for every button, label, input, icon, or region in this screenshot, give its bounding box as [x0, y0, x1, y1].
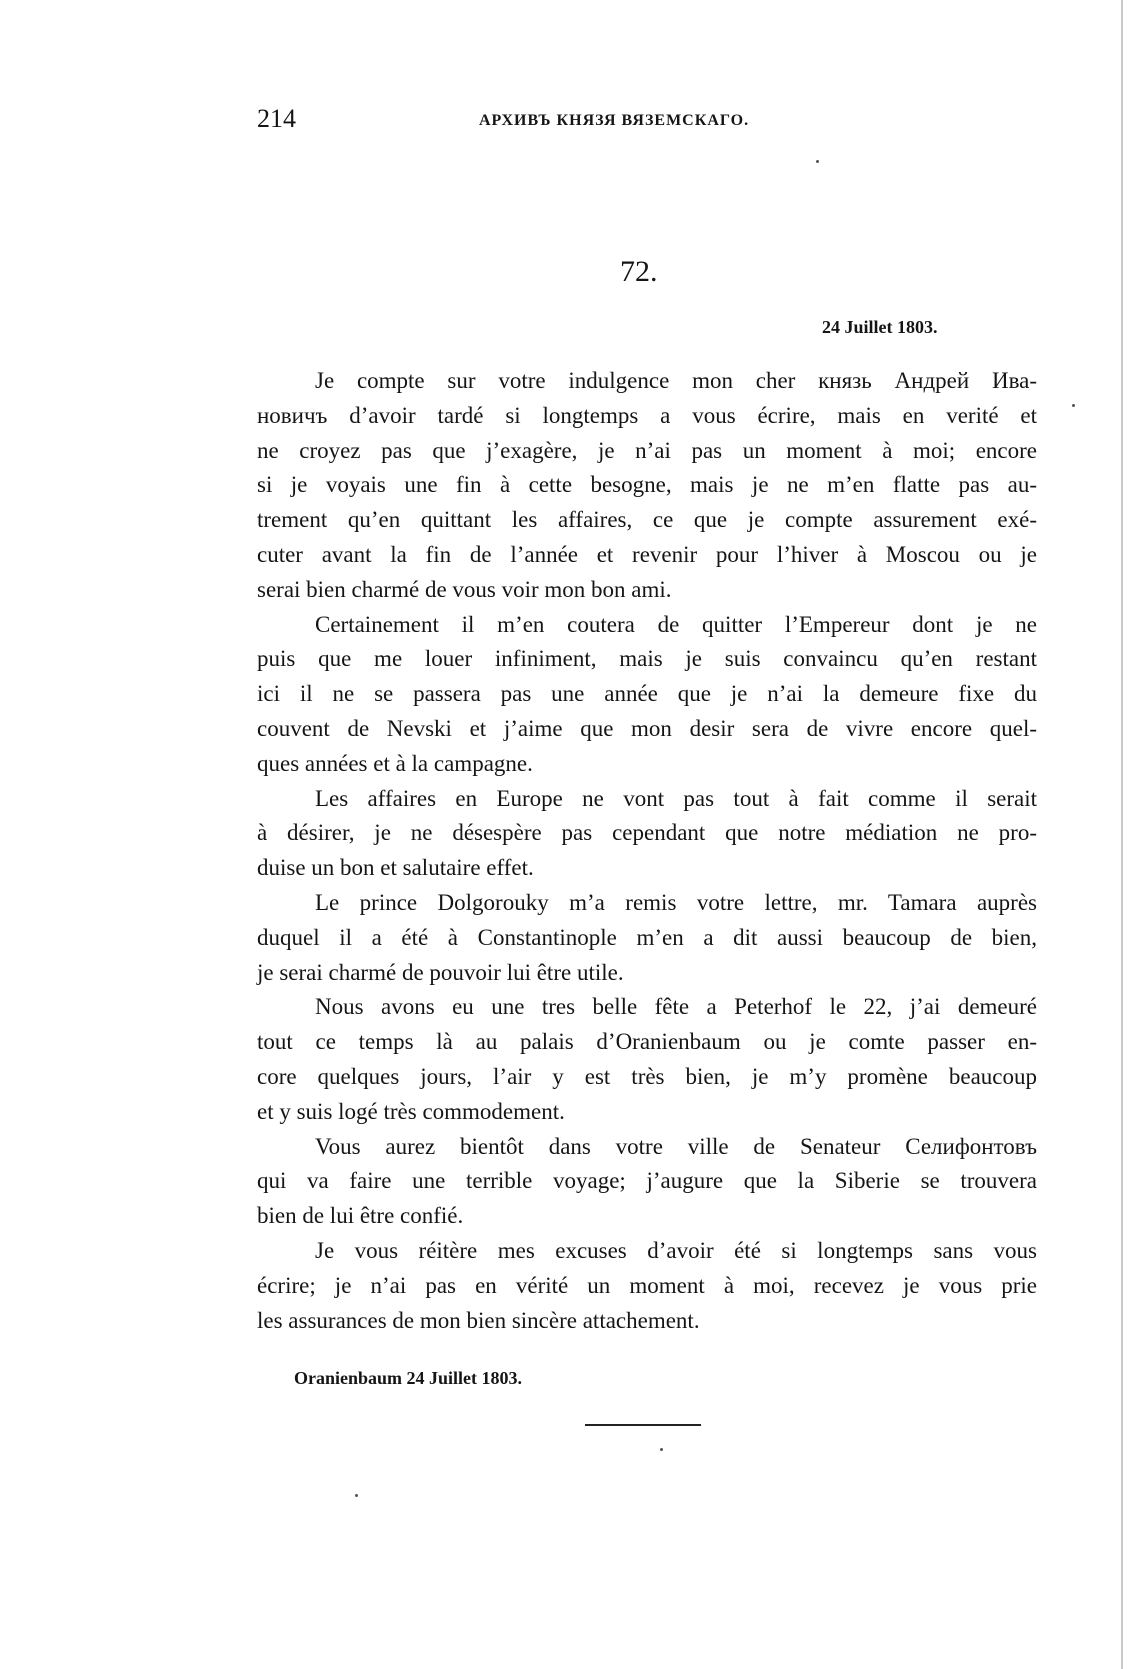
- text-line: si je voyais une fin à cette besogne, mais je ne m’en flatte pas au-: [257, 472, 1037, 498]
- text-line: Nous avons eu une tres belle fête a Peterhof le 22, j’ai demeuré: [315, 994, 1037, 1020]
- text-line: Le prince Dolgorouky m’a remis votre lettre, mr. Tamara auprès: [315, 889, 1037, 915]
- speck-mark: [816, 160, 819, 163]
- text-line: duise un bon et salutaire effet.: [257, 855, 534, 881]
- speck-mark: [1072, 404, 1075, 407]
- speck-mark: [660, 1448, 663, 1451]
- text-line: couvent de Nevski et j’aime que mon desir sera de vivre encore quel-: [257, 715, 1037, 741]
- text-line: ici il ne se passera pas une année que je n’ai la demeure fixe du: [257, 681, 1037, 707]
- running-title: АРХИВЪ КНЯЗЯ ВЯЗЕМСКАГО.: [479, 112, 750, 129]
- page-edge-line: [1121, 0, 1123, 1669]
- text-line: bien de lui être confié.: [257, 1203, 464, 1229]
- text-line: serai bien charmé de vous voir mon bon ami.: [257, 576, 672, 602]
- text-line: cuter avant la fin de l’année et revenir pour l’hiver à Moscou ou je: [257, 541, 1037, 567]
- text-line: новичъ d’avoir tardé si longtemps a vous écrire, mais en verité et: [257, 402, 1037, 428]
- text-line: Vous aurez bientôt dans votre ville de Senateur Селифонтовъ: [315, 1133, 1037, 1159]
- text-line: Je compte sur votre indulgence mon cher князь Андрей Ива-: [315, 368, 1037, 393]
- text-line: Je vous réitère mes excuses d’avoir été si longtemps sans vous: [315, 1237, 1037, 1263]
- text-line: tout ce temps là au palais d’Oranienbaum ou je comte passer en-: [257, 1029, 1037, 1055]
- text-line: Certainement il m’en coutera de quitter l’Empereur dont je ne: [315, 611, 1037, 637]
- text-line: à désirer, je ne désespère pas cependant que notre médiation ne pro-: [257, 820, 1037, 846]
- text-line: qui va faire une terrible voyage; j’augure que la Siberie se trouvera: [257, 1168, 1037, 1194]
- page-number: 214: [257, 104, 296, 133]
- text-line: Les affaires en Europe ne vont pas tout à fait comme il serait: [315, 785, 1037, 811]
- text-line: puis que me louer infiniment, mais je suis convaincu qu’en restant: [257, 646, 1037, 672]
- text-line: ne croyez pas que j’exagère, je n’ai pas un moment à moi; encore: [257, 437, 1037, 463]
- text-line: trement qu’en quittant les affaires, ce que je compte assurement exé-: [257, 507, 1037, 533]
- running-head: [257, 102, 805, 142]
- text-line: les assurances de mon bien sincère attachement.: [257, 1307, 700, 1333]
- letter-date: 24 Juillet 1803.: [822, 317, 938, 337]
- text-line: ques années et à la campagne.: [257, 750, 533, 776]
- text-line: core quelques jours, l’air y est très bien, je m’y promène beaucoup: [257, 1063, 1037, 1089]
- letter-signature: Oranienbaum 24 Juillet 1803.: [294, 1368, 523, 1388]
- text-line: je serai charmé de pouvoir lui être utile.: [257, 959, 624, 985]
- text-line: écrire; je n’ai pas en vérité un moment à moi, recevez je vous prie: [257, 1272, 1037, 1298]
- end-rule: [585, 1424, 701, 1426]
- letter-body: [257, 364, 1037, 1338]
- letter-number: 72.: [620, 255, 658, 288]
- speck-mark: [355, 1494, 358, 1497]
- text-line: et y suis logé très commodement.: [257, 1098, 565, 1124]
- text-line: duquel il a été à Constantinople m’en a dit aussi beaucoup de bien,: [257, 924, 1037, 950]
